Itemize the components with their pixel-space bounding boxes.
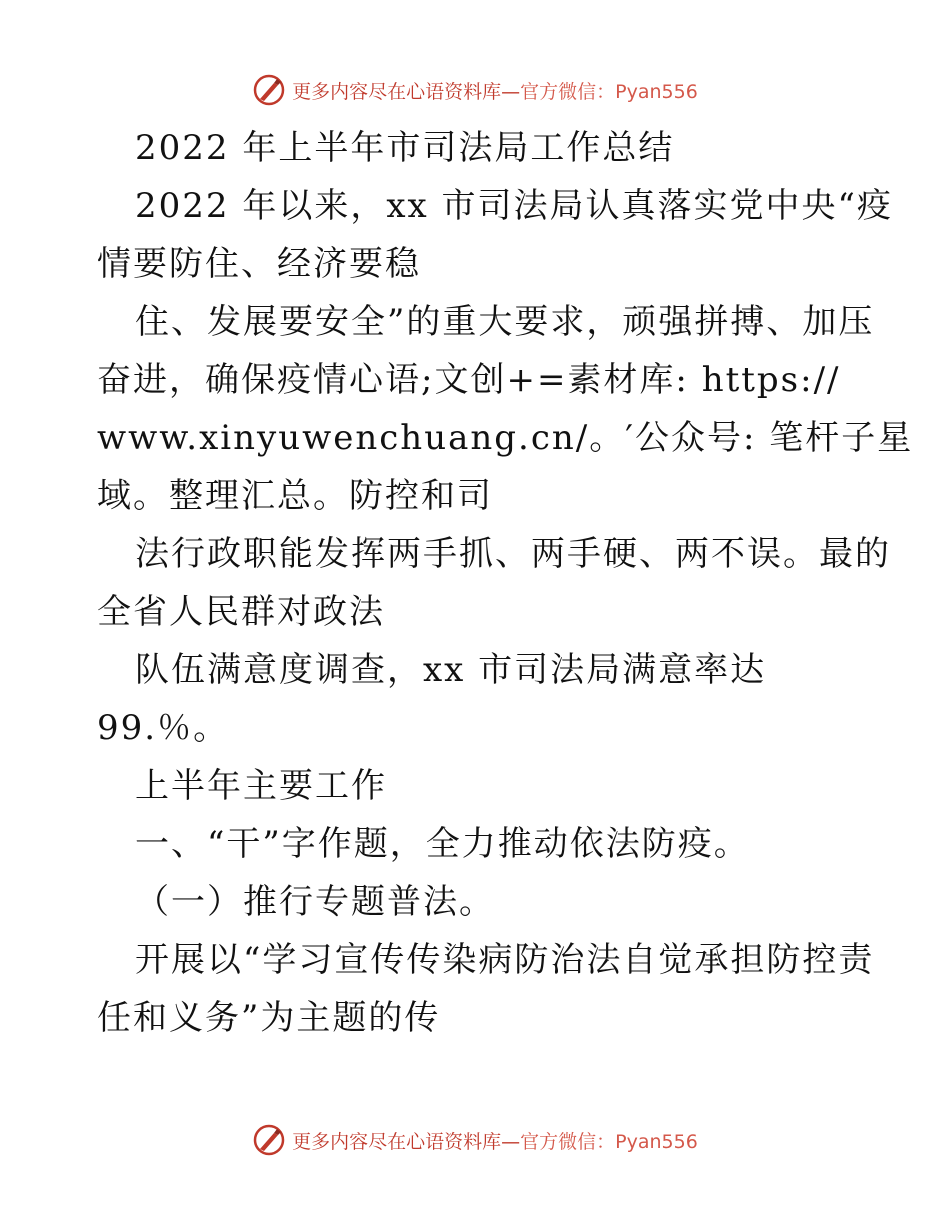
paragraph-line: 99.％。: [97, 708, 230, 748]
paragraph-line: 住、发展要安全”的重大要求，顽强拼搏、加压: [135, 302, 875, 342]
watermark-wechat: 官方微信：Pyan556: [520, 80, 698, 103]
paragraph-line: 法行政职能发挥两手抓、两手硬、两不误。最的: [135, 534, 891, 574]
subsection-heading: 一、“干”字作题，全力推动依法防疫。: [135, 824, 750, 864]
subsection-heading: （一）推行专题普法。: [135, 882, 495, 922]
watermark-site: 更多内容尽在心语资料库—: [292, 1130, 521, 1153]
watermark-text: [292, 77, 698, 104]
watermark-site: 更多内容尽在心语资料库—: [292, 80, 521, 103]
pen-logo-icon: [252, 73, 286, 107]
document-title: 2022 年上半年市司法局工作总结: [135, 128, 675, 168]
paragraph-line: 2022 年以来，xx 市司法局认真落实党中央“疫: [135, 186, 893, 226]
watermark-wechat: 官方微信：Pyan556: [520, 1130, 698, 1153]
footer-watermark: [0, 1120, 950, 1160]
paragraph-line: 域。整理汇总。防控和司: [97, 476, 493, 516]
pen-logo-icon: [252, 1123, 286, 1157]
paragraph-line: 开展以“学习宣传传染病防治法自觉承担防控责: [135, 940, 875, 980]
paragraph-line: 奋进，确保疫情心语;文创+=素材库: https://: [97, 360, 841, 400]
paragraph-line: 情要防住、经济要稳: [97, 244, 421, 284]
paragraph-line: 任和义务”为主题的传: [97, 998, 441, 1038]
header-watermark: [0, 70, 950, 110]
section-heading: 上半年主要工作: [135, 766, 387, 806]
paragraph-line: www.xinyuwenchuang.cn/。′公众号: 笔杆子星: [97, 418, 914, 458]
paragraph-line: 队伍满意度调查，xx 市司法局满意率达: [135, 650, 767, 690]
paragraph-line: 全省人民群对政法: [97, 592, 385, 632]
watermark-text: [292, 1127, 698, 1154]
